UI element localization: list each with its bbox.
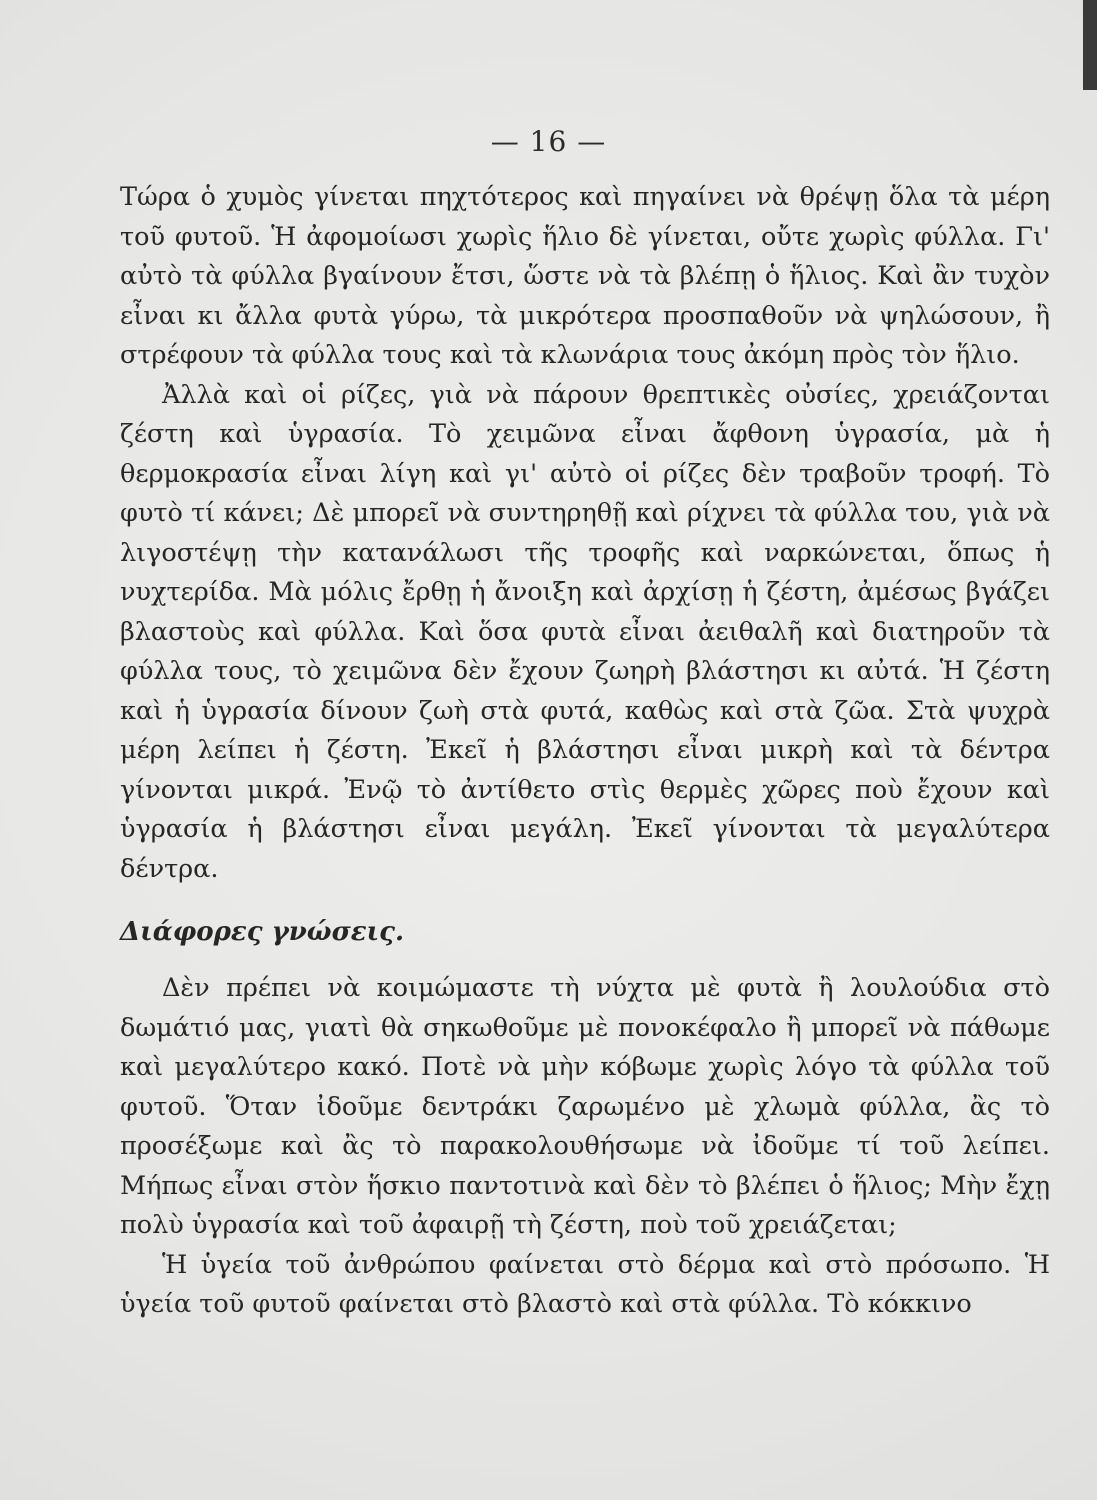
paragraph: Τώρα ὁ χυμὸς γίνεται πηχτότερος καὶ πηγαίνει νὰ θρέψῃ ὅλα τὰ μέρη τοῦ φυτοῦ. Ἡ ἀφομοίωσι χωρὶς ἥλιο δὲ γίνεται, οὔτε χωρὶς φύλλα. Γι' αὐτὸ τὰ φύλλα βγαίνουν ἔτσι, ὥστε νὰ τὰ βλέπῃ ὁ ἥλιος. Καὶ ἂν τυχὸν εἶναι κι ἄλλα φυτὰ γύρω, τὰ μικρότερα προσπαθοῦν νὰ ψηλώσουν, ἢ στρέφουν τὰ φύλλα τους καὶ τὰ κλωνάρια τους ἀκόμη πρὸς τὸν ἥλιο. [120,182,1050,370]
scan-edge-mark [1083,0,1097,90]
page-body [120,178,1050,1325]
paragraph: Ἀλλὰ καὶ οἱ ρίζες, γιὰ νὰ πάρουν θρεπτικὲς οὐσίες, χρειάζονται ζέστη καὶ ὑγρασία. Τὸ χειμῶνα εἶναι ἄφθονη ὑγρασία, μὰ ἡ θερμοκρασία εἶναι λίγη καὶ γι' αὐτὸ οἱ ρίζες δὲν τραβοῦν τροφή. Τὸ φυτὸ τί κάνει; Δὲ μπορεῖ νὰ συντηρηθῇ καὶ ρίχνει τὰ φύλλα του, γιὰ νὰ λιγοστέψῃ τὴν κατανάλωσι τῆς τροφῆς καὶ ναρκώνεται, ὅπως ἡ νυχτερίδα. Μὰ μόλις ἔρθῃ ἡ ἄνοιξη καὶ ἀρχίσῃ ἡ ζέστη, ἀμέσως βγάζει βλαστοὺς καὶ φύλλα. Καὶ ὅσα φυτὰ εἶναι ἀειθαλῆ καὶ διατηροῦν τὰ φύλλα τους, τὸ χειμῶνα δὲν ἔχουν ζωηρὴ βλάστησι κι αὐτά. Ἡ ζέστη καὶ ἡ ὑγρασία δίνουν ζωὴ στὰ φυτά, καθὼς καὶ στὰ ζῶα. Στὰ ψυχρὰ μέρη λείπει ἡ ζέστη. Ἐκεῖ ἡ βλάστησι εἶναι μικρὴ καὶ τὰ δέντρα γίνονται μικρά. Ἐνῷ τὸ ἀντίθετο στὶς θερμὲς χῶρες ποὺ ἔχουν καὶ ὑγρασία ἡ βλάστησι εἶναι μεγάλη. Ἐκεῖ γίνονται τὰ μεγαλύτερα δέντρα. [120,379,1050,884]
section-heading: Διάφορες γνώσεις. [120,917,405,947]
page-number: — 16 — [490,125,607,158]
paragraph: Δὲν πρέπει νὰ κοιμώμαστε τὴ νύχτα μὲ φυτὰ ἢ λουλούδια στὸ δωμάτιό μας, γιατὶ θὰ σηκωθοῦμε μὲ πονοκέφαλο ἢ μπορεῖ νὰ πάθωμε καὶ μεγαλύτερο κακό. Ποτὲ νὰ μὴν κόβωμε χωρὶς λόγο τὰ φύλλα τοῦ φυτοῦ. Ὅταν ἰδοῦμε δεντράκι ζαρωμένο μὲ χλωμὰ φύλλα, ἂς τὸ προσέξωμε καὶ ἂς τὸ παρακολουθήσωμε νὰ ἰδοῦμε τί τοῦ λείπει. Μήπως εἶναι στὸν ἥσκιο παντοτινὰ καὶ δὲν τὸ βλέπει ὁ ἥλιος; Μὴν ἔχῃ πολὺ ὑγρασία καὶ τοῦ ἀφαιρῇ τὴ ζέστη, ποὺ τοῦ χρειάζεται; [120,973,1050,1240]
paragraph: Ἡ ὑγεία τοῦ ἀνθρώπου φαίνεται στὸ δέρμα καὶ στὸ πρόσωπο. Ἡ ὑγεία τοῦ φυτοῦ φαίνεται στὸ βλαστὸ καὶ στὰ φύλλα. Τὸ κόκκινο [120,1249,1050,1319]
